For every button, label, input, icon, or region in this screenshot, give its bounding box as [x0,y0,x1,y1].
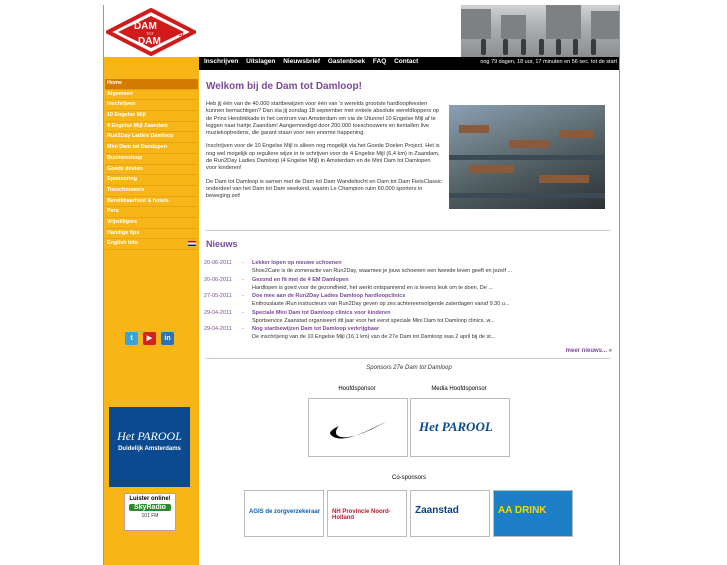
twitter-icon[interactable]: t [125,332,138,345]
sidebar-item-vrijwilligers[interactable]: Vrijwilligers [105,218,198,229]
nav-gastenboek[interactable]: Gastenboek [327,58,366,65]
cosponsor-agis-logo[interactable] [244,490,324,537]
news-dash: - [242,309,244,316]
skyradio-ad-banner[interactable] [124,493,176,531]
nike-swoosh-icon [309,399,407,456]
nav-faq[interactable]: FAQ [372,58,387,65]
news-summary: Enthousiaste iRun instructeurs van Run2Day geven op zes achtereenvolgende zaterdagen vanaf 9.30 u... [252,301,510,308]
news-date: 29-04-2011 [204,326,232,333]
logo-text-top: DAM [134,21,157,32]
intro-paragraph-1: Heb jij één van de 40.000 startbewijzen voor één van 's werelds grootste hardloopfeesten kunnen bemachtigen? Dan sta jij zondag 18 september met enkele absolute wereldtoppers op de Prins Hendrikkade in het centrum van Amsterdam om via de IJtunnel 10 Engelse Mijl af te leggen naar hartje Zaandam! Aangemoedigd door 200.000 toeschouwers en tientallen live muziekoptredens, die garant staan voor een enorme happening. [206,101,439,137]
linkedin-icon[interactable]: in [161,332,174,345]
sidebar-item-10-engelse-mijl[interactable]: 10 Engelse Mijl [105,111,198,122]
skyradio-name: SkyRadio [129,504,171,511]
section-divider [206,230,610,231]
news-summary: Shoe2Care is de zomeractie van Run2Day, waarmee je jouw schoenen een tweede leven geeft en jezelf ... [252,268,513,274]
cosponsor-zaanstad-logo[interactable] [410,490,490,537]
news-date: 20-06-2011 [204,276,232,283]
parool-sponsor-logo[interactable] [410,398,510,457]
nav-uitslagen[interactable]: Uitslagen [246,58,276,65]
logo-text-loop: LOOP '11 [162,32,184,38]
header [104,5,619,57]
intro-paragraph-2: Inschrijven voor de 10 Engelse Mijl is alleen nog mogelijk via het Goede Doelen Project. Het is nog wel mogelijk op reguliere wijze in te schrijven voor de 4 Engelse Mijl (6,4 km) in Zaandam, de Run2Day Ladies Damloop (4 Engelse Mijl) in Amsterdam en de Mini Dam tot Damlopen voor kinderen! [206,143,440,172]
runners-photo [461,5,619,57]
news-headline-link[interactable]: Lekker lopen op nieuwe schoenen [252,260,342,266]
countdown-text: nog 79 dagen, 18 uur, 17 minuten en 56 sec. tot de start [480,59,617,65]
news-headline-link[interactable]: Nog startbewijzen Dam tot Damloop verkrijgbaar [252,326,380,333]
cosponsor-noord-holland-logo[interactable] [327,490,407,537]
section-divider [206,358,610,359]
parool-sponsor-name: Het PAROOL [419,419,493,434]
sponsors-title: Sponsors 27e Dam tot Damloop [366,365,452,371]
more-news-link[interactable]: meer nieuws... » [565,348,612,354]
sidebar [104,70,199,565]
news-title: Nieuws [206,239,238,249]
news-date: 29-04-2011 [204,309,232,316]
sidebar-item-english-label: English info [107,240,138,247]
sidebar-item-mini-damlopen[interactable]: Mini Dam tot Damlopen [105,143,198,154]
news-item [204,324,564,341]
parool-ad-subtitle: Duidelijk Amsterdams [118,446,181,452]
sidebar-item-4-engelse-mijl[interactable]: 4 Engelse Mijl Zaandam [105,122,198,133]
sidebar-item-businessloop[interactable]: Businessloop [105,154,198,165]
cosponsors-title: Co-sponsors [391,475,426,481]
sidebar-item-bereikbaarheid[interactable]: Bereikbaarheid & hotels [105,197,198,208]
news-headline-link[interactable]: Doe mee aan de Run2Day Ladies Damloop hardloopclinics [252,293,406,300]
news-date: 27-05-2011 [204,293,232,300]
sidebar-item-algemeen[interactable]: Algemeen [105,90,198,101]
cosponsor-aa-drink-name: AA DRINK [498,505,547,516]
news-summary: Hardlopen is goed voor de gezondheid, het werkt ontspannend en is tevens leuk om te doen. De ... [252,284,493,291]
dam-tot-damloop-logo[interactable] [106,8,196,61]
nike-sponsor-logo[interactable] [308,398,408,457]
skyradio-frequency: 101 FM [141,513,159,519]
news-dash: - [242,326,244,333]
navbar-accent [104,57,199,70]
sidebar-item-ladies-damloop[interactable]: Run2Day Ladies Damloop [105,132,198,143]
news-dash: - [242,293,244,300]
logo-text-tot: TOT [146,31,154,36]
parool-ad-banner[interactable] [109,407,190,487]
news-item [204,258,564,275]
media-sponsor-label: Media Hoofdsponsor [431,386,487,392]
welcome-title: Welkom bij de Dam tot Damloop! [206,81,362,92]
sidebar-item-inschrijven[interactable]: Inschrijven [105,100,198,111]
sidebar-item-handige-tips[interactable]: Handige tips [105,229,198,240]
sidebar-item-toeschouwers[interactable]: Toeschouwers [105,186,198,197]
nav-inschrijven[interactable]: Inschrijven [204,58,239,65]
news-dash: - [242,276,244,283]
sidebar-item-sponsoring[interactable]: Sponsoring [105,175,198,186]
page-container [103,5,620,565]
main-sponsor-label: Hoofdsponsor [338,386,376,392]
news-summary: De inschrijving van de 10 Engelse Mijl (16,1 km) van de 27e Dam tot Damloop was 2 april bij de st... [252,334,496,341]
cosponsor-zaanstad-name: Zaanstad [415,505,459,516]
news-item [204,308,564,325]
news-headline-link[interactable]: Gezond en fit met de 4 EM Damlopen [252,276,349,283]
intro-paragraph-3: De Dam tot Damloop is samen met de Dam tot Dam Wandeltocht en Dam tot Dam FietsClassic onderdeel van het Dam tot Dam weekend, waarin Le Champion ruim 60.000 sporters in beweging zet! [206,178,442,200]
cosponsor-aa-drink-logo[interactable] [493,490,573,537]
news-item [204,275,564,292]
skyradio-listen-text: Luister online! [129,496,171,502]
sidebar-menu [105,79,198,250]
sidebar-item-home[interactable]: Home [105,79,198,90]
amsterdam-aerial-photo [449,105,605,209]
sidebar-item-pers[interactable]: Pers [105,207,198,218]
top-nav-links [204,58,424,65]
nav-nieuwsbrief[interactable]: Nieuwsbrief [283,58,321,65]
parool-ad-title: Het PAROOL [117,429,182,443]
logo-text-bottom: DAM [138,36,161,47]
youtube-icon[interactable]: ▶ [143,332,156,345]
uk-flag-icon [188,241,196,246]
sidebar-item-goede-doelen[interactable]: Goede doelen [105,165,198,176]
intro-text [206,101,442,207]
cosponsor-noord-holland-name: NH Provincie Noord-Holland [332,509,391,521]
news-date: 20-06-2011 [204,260,232,266]
top-navbar [104,57,619,70]
news-headline-link[interactable]: Speciale Mini Dam tot Damloop clinics voor kinderen [252,309,391,316]
news-dash: - [242,260,244,266]
news-item [204,291,564,308]
sidebar-item-english-info[interactable] [105,239,198,250]
nav-contact[interactable]: Contact [394,58,419,65]
news-summary: Sportservice Zaanstad organiseert dit jaar voor het eerst speciale Mini Dam tot Damloop clinics, w... [252,317,495,324]
cosponsor-agis-name: AGIS de zorgverzekeraar [249,509,321,515]
news-list [204,258,564,341]
